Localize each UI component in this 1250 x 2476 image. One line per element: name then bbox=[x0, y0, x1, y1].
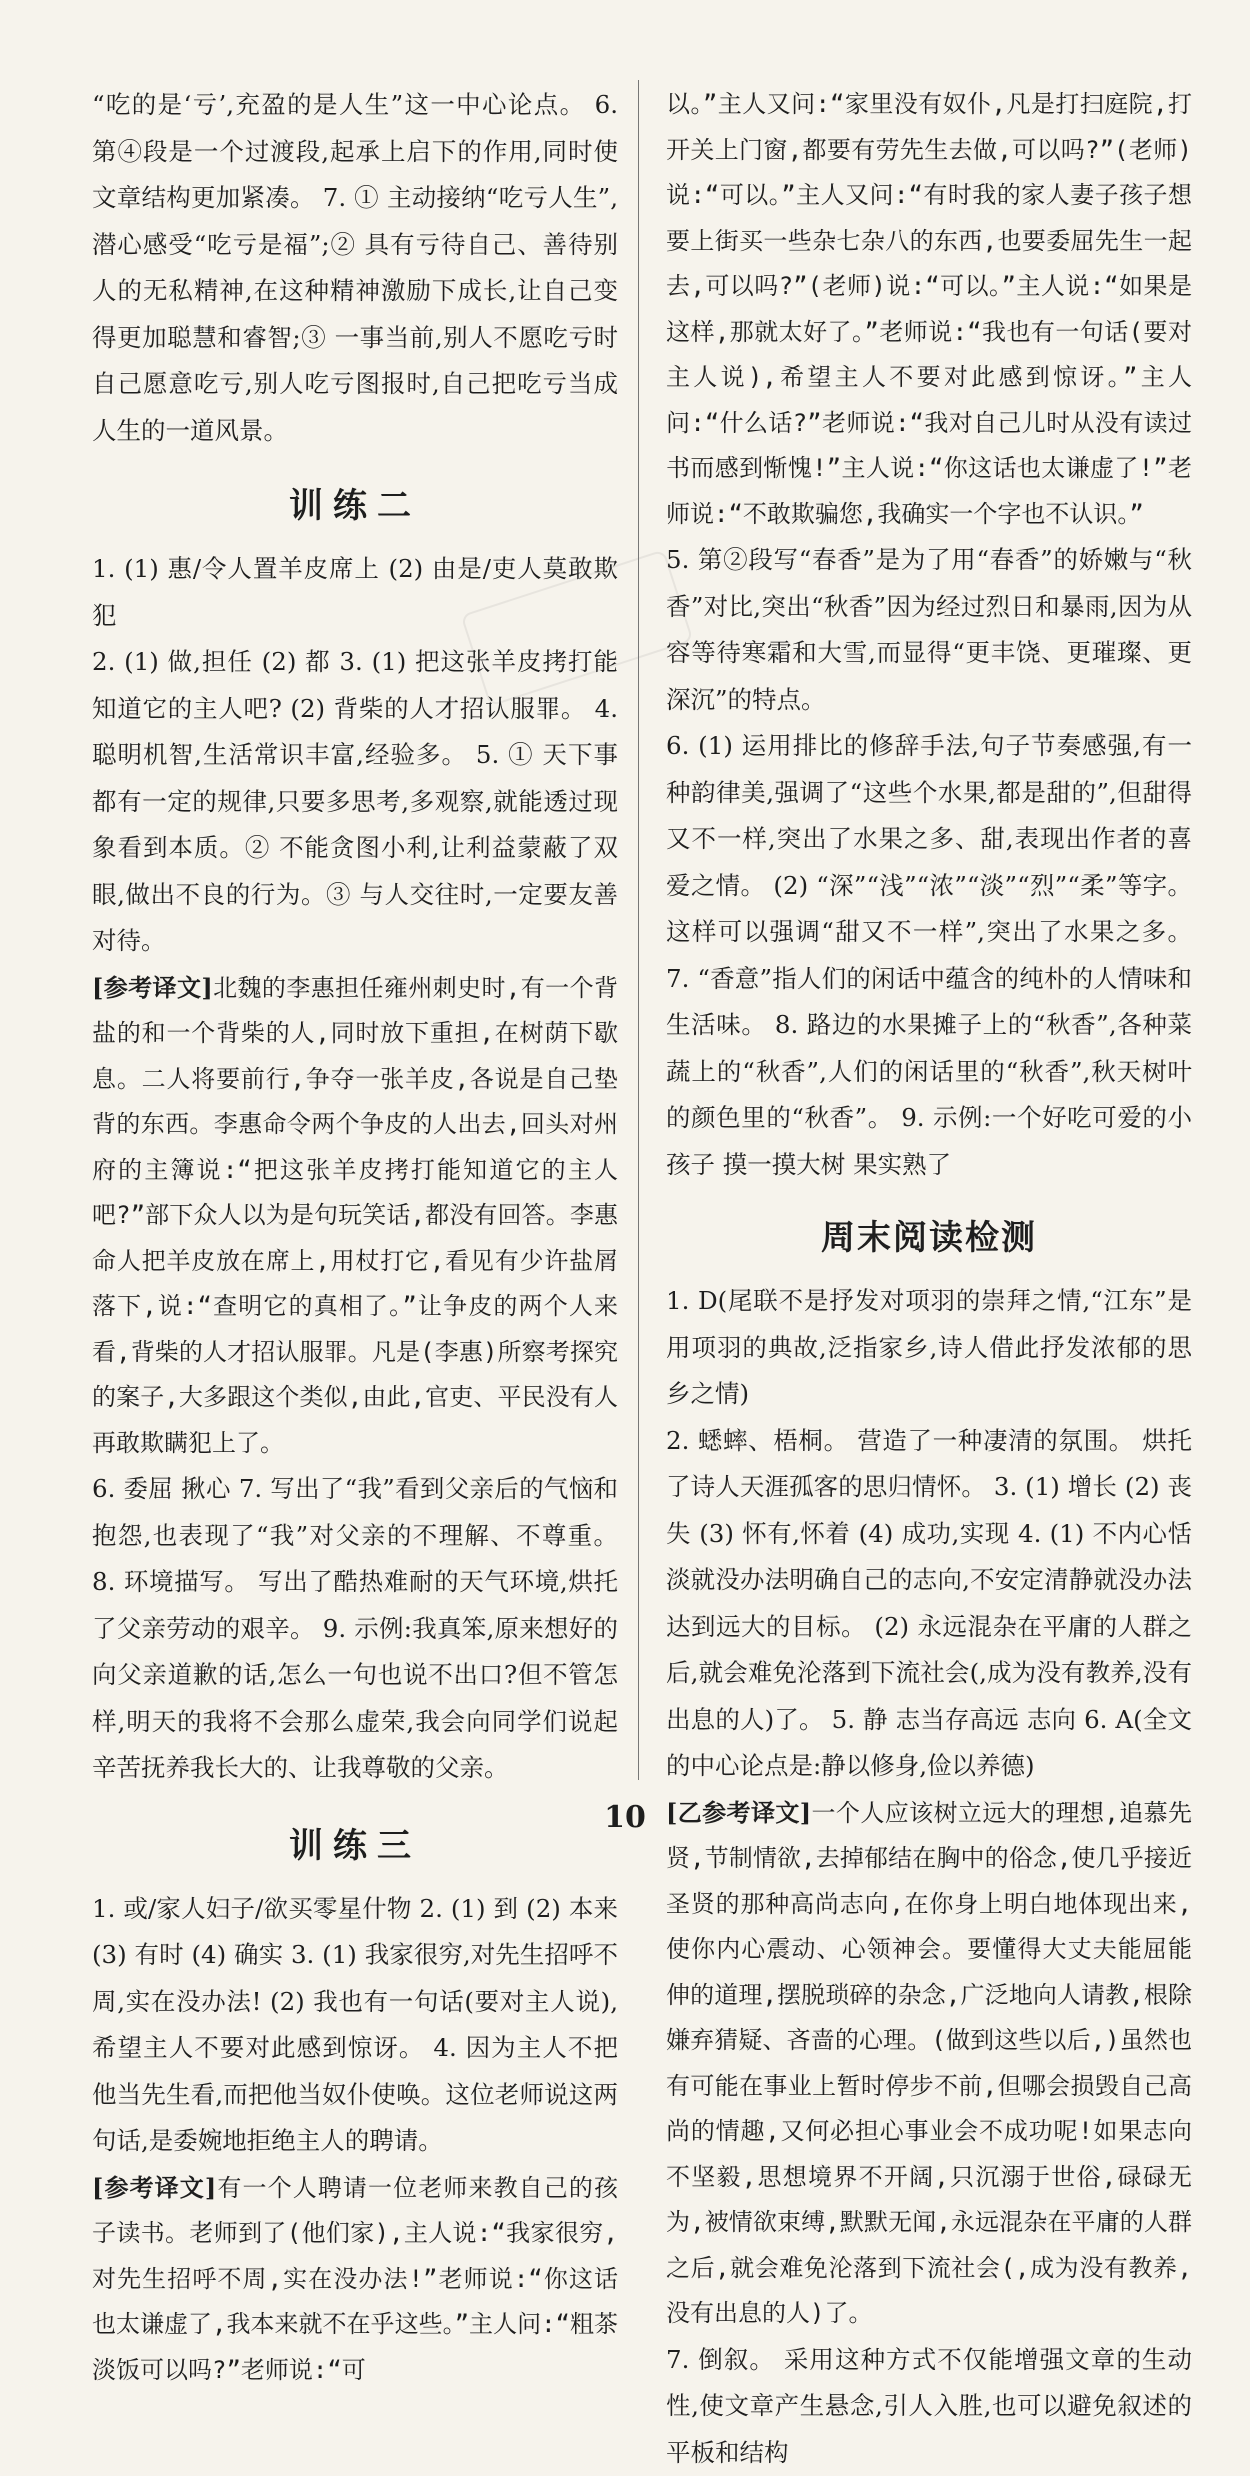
answer-paragraph: 6. (1) 运用排比的修辞手法,句子节奏感强,有一种韵律美,强调了“这些个水果,都是甜的”,但甜得又不一样,突出了水果之多、甜,表现出作者的喜爱之情。 (2) “深”“浅”“浓”“淡”“烈”“柔”等字。 这样可以强调“甜又不一样”,突出了水果之多。 7. “香意”指人们的闲话中蕴含的纯朴的人情味和生活味。 8. 路边的水果摊子上的“秋香”,各种菜蔬上的“秋香”,人们的闲话里的“秋香”,秋天树叶的颜色里的“秋香”。 9. 示例:一个好吃可爱的小孩子 摸一摸大树 果实熟了 bbox=[666, 723, 1192, 1188]
answer-paragraph: 1. 或/家人妇子/欲买零星什物 2. (1) 到 (2) 本来 (3) 有时 (4) 确实 3. (1) 我家很穷,对先生招呼不周,实在没办法! (2) 我也有一句话(要对主人说),希望主人不要对此感到惊讶。 4. 因为主人不把他当先生看,而把他当奴仆使唤。这位老师说这两句话,是委婉地拒绝主人的聘请。 bbox=[92, 1886, 618, 2165]
answer-paragraph: 2. 蟋蟀、梧桐。 营造了一种凄清的氛围。 烘托了诗人天涯孤客的思归情怀。 3. (1) 增长 (2) 丧失 (3) 怀有,怀着 (4) 成功,实现 4. (1) 不内心恬淡就没办法明确自己的志向,不安定清静就没办法达到远大的目标。 (2) 永远混杂在平庸的人群之后,就会难免沦落到下流社会(,成为没有教养,没有出息的人)了。 5. 静 志当存高远 志向 6. A(全文的中心论点是:静以修身,俭以养德) bbox=[666, 1418, 1192, 1790]
reference-label: [乙参考译文] bbox=[666, 1798, 811, 1827]
answer-paragraph: 1. D(尾联不是抒发对项羽的崇拜之情,“江东”是用项羽的典故,泛指家乡,诗人借此抒发浓郁的思乡之情) bbox=[666, 1278, 1192, 1418]
reference-text: 一个人应该树立远大的理想,追慕先贤,节制情欲,去掉郁结在胸中的俗念,使几乎接近圣贤的那种高尚志向,在你身上明白地体现出来,使你内心震动、心领神会。要懂得大丈夫能屈能伸的道理,摆脱琐碎的杂念,广泛地向人请教,根除嫌弃猜疑、吝啬的心理。(做到这些以后,)虽然也有可能在事业上暂时停步不前,但哪会损毁自己高尚的情趣,又何必担心事业会不成功呢!如果志向不坚毅,思想境界不开阔,只沉溺于世俗,碌碌无为,被情欲束缚,默默无闻,永远混杂在平庸的人群之后,就会难免沦落到下流社会(,成为没有教养,没有出息的人)了。 bbox=[666, 1799, 1192, 2328]
answer-paragraph: 5. 第②段写“春香”是为了用“春香”的娇嫩与“秋香”对比,突出“秋香”因为经过烈日和暴雨,因为从容等待寒霜和大雪,而显得“更丰饶、更璀璨、更深沉”的特点。 bbox=[666, 537, 1192, 723]
column-divider bbox=[638, 80, 639, 1780]
answer-paragraph: 7. 倒叙。 采用这种方式不仅能增强文章的生动性,使文章产生悬念,引人入胜,也可以避免叙述的平板和结构 bbox=[666, 2337, 1192, 2476]
answer-paragraph: “吃的是‘亏’,充盈的是人生”这一中心论点。 6. 第④段是一个过渡段,起承上启下的作用,同时使文章结构更加紧凑。 7. ① 主动接纳“吃亏人生”,潜心感受“吃亏是福”;② 具有亏待自己、善待别人的无私精神,在这种精神激励下成长,让自己变得更加聪慧和睿智;③ 一事当前,别人不愿吃亏时自己愿意吃亏,别人吃亏图报时,自己把吃亏当成人生的一道风景。 bbox=[92, 82, 618, 454]
section-heading-weekend-test: 周末阅读检测 bbox=[666, 1220, 1192, 1256]
answer-paragraph: 1. (1) 惠/令人置羊皮席上 (2) 由是/吏人莫敢欺犯 bbox=[92, 546, 618, 639]
reference-text: 北魏的李惠担任雍州刺史时,有一个背盐的和一个背柴的人,同时放下重担,在树荫下歇息。二人将要前行,争夺一张羊皮,各说是自己垫背的东西。李惠命令两个争皮的人出去,回头对州府的主簿说:“把这张羊皮拷打能知道它的主人吧?”部下众人以为是句玩笑话,都没有回答。李惠命人把羊皮放在席上,用杖打它,看见有少许盐屑落下,说:“查明它的真相了。”让争皮的两个人来看,背柴的人才招认服罪。凡是(李惠)所察考探究的案子,大多跟这个类似,由此,官吏、平民没有人再敢欺瞒犯上了。 bbox=[92, 974, 618, 1457]
reference-translation bbox=[92, 965, 618, 1467]
page-number: 10 bbox=[0, 1800, 1250, 1835]
reference-translation bbox=[92, 2165, 618, 2394]
section-heading-training-2: 训练二 bbox=[92, 488, 618, 524]
right-column bbox=[666, 82, 1192, 2476]
reference-label: [参考译文] bbox=[92, 973, 213, 1002]
section-heading-training-3: 训练三 bbox=[92, 1828, 618, 1864]
reference-translation bbox=[666, 1790, 1192, 2337]
reference-text: 有一个人聘请一位老师来教自己的孩子读书。老师到了(他们家),主人说:“我家很穷,对先生招呼不周,实在没办法!”老师说:“你这话也太谦虚了,我本来就不在乎这些。”主人问:“粗茶淡饭可以吗?”老师说:“可 bbox=[92, 2174, 618, 2384]
left-column bbox=[92, 82, 618, 2393]
answer-paragraph: 2. (1) 做,担任 (2) 都 3. (1) 把这张羊皮拷打能知道它的主人吧? (2) 背柴的人才招认服罪。 4. 聪明机智,生活常识丰富,经验多。 5. ① 天下事都有一定的规律,只要多思考,多观察,就能透过现象看到本质。② 不能贪图小利,让利益蒙蔽了双眼,做出不良的行为。③ 与人交往时,一定要友善对待。 bbox=[92, 639, 618, 965]
reference-translation-continued: 以。”主人又问:“家里没有奴仆,凡是打扫庭院,打开关上门窗,都要有劳先生去做,可以吗?”(老师)说:“可以。”主人又问:“有时我的家人妻子孩子想要上街买一些杂七杂八的东西,也要委屈先生一起去,可以吗?”(老师)说:“可以。”主人说:“如果是这样,那就太好了。”老师说:“我也有一句话(要对主人说),希望主人不要对此感到惊讶。”主人问:“什么话?”老师说:“我对自己儿时从没有读过书而感到惭愧!”主人说:“你这话也太谦虚了!”老师说:“不敢欺骗您,我确实一个字也不认识。” bbox=[666, 82, 1192, 537]
reference-label: [参考译文] bbox=[92, 2173, 216, 2202]
answer-paragraph: 6. 委屈 揪心 7. 写出了“我”看到父亲后的气恼和抱怨,也表现了“我”对父亲的不理解、不尊重。 8. 环境描写。 写出了酷热难耐的天气环境,烘托了父亲劳动的艰辛。 9. 示例:我真笨,原来想好的向父亲道歉的话,怎么一句也说不出口?但不管怎样,明天的我将不会那么虚荣,我会向同学们说起辛苦抚养我长大的、让我尊敬的父亲。 bbox=[92, 1466, 618, 1792]
